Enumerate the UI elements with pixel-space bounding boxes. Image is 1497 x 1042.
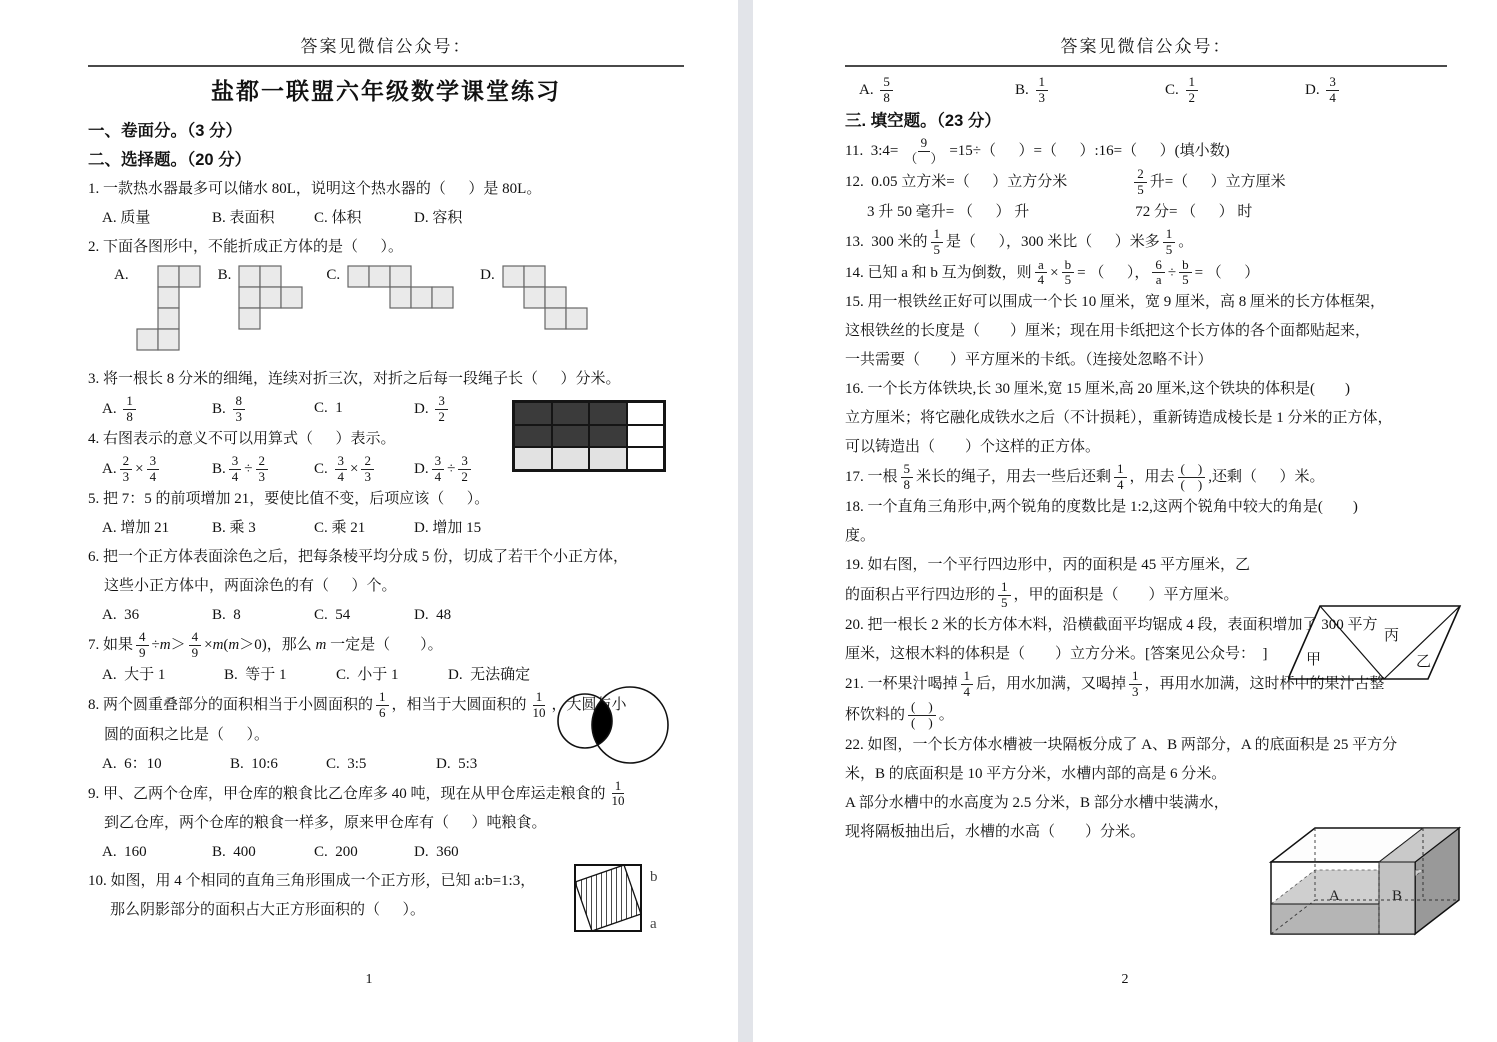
option-b xyxy=(212,838,314,867)
text-segment: 现将隔板抽出后，水槽的水高（ ）分米。 xyxy=(845,823,1146,840)
text-segment: 2. 下面各图形中，不能折成正方体的是（ ）。 xyxy=(88,239,404,255)
page-1 xyxy=(0,0,738,1042)
option-c xyxy=(314,204,414,233)
fraction: $\frac{1}{5}$ xyxy=(931,227,944,258)
text-segment: =15÷（ ）=（ ）:16=（ ）(填小数) xyxy=(949,142,1230,159)
page-number-1: 1 xyxy=(365,972,373,987)
option-a xyxy=(102,838,212,867)
text-segment: 3. 将一根长 8 分米的细绳，连续对折三次，对折之后每一段绳子长（ ）分米。 xyxy=(88,371,621,387)
fraction: $\frac{2}{3}$ xyxy=(256,454,269,485)
text-segment: ÷ xyxy=(447,460,456,477)
option-a xyxy=(102,454,212,485)
text-segment: 到乙仓库，两个仓库的粮食一样多，原来甲仓库有（ ）吨粮食。 xyxy=(104,815,547,832)
text-segment: D. 容积 xyxy=(414,210,463,226)
fraction: $\frac{3}{4}$ xyxy=(1326,75,1339,106)
text-segment: C. xyxy=(314,460,332,477)
text-segment: = （ ） xyxy=(1194,264,1260,281)
text-segment: B. xyxy=(212,400,230,417)
fraction: $\frac{6}{a}$ xyxy=(1152,258,1165,289)
text-segment: 22. 如图，一个长方体水槽被一块隔板分成了 A、B 两部分，A 的底面积是 25 平方分 xyxy=(845,736,1398,753)
grid-cell-dark xyxy=(552,402,590,425)
question-5 xyxy=(88,485,684,514)
text-segment: 米长的绳子，用去一些后还剩 xyxy=(916,469,1112,486)
text-segment: ，用去 xyxy=(1129,469,1175,486)
text-segment: 19. 如右图，一个平行四边形中，丙的面积是 45 平方厘米，乙 xyxy=(845,557,1251,574)
italic-variable: m xyxy=(315,636,327,653)
cube-net-figure-b xyxy=(218,265,305,330)
cube-net-figure-d xyxy=(480,265,588,330)
grid-cell-light xyxy=(514,447,552,470)
grid-cell-dark xyxy=(552,425,590,448)
text-segment: ，甲的面积是（ ）平方厘米。 xyxy=(1013,587,1239,604)
text-segment: × xyxy=(350,460,359,477)
text-segment: C. 体积 xyxy=(314,210,362,226)
question-15-line-2 xyxy=(845,317,1447,346)
page-header: 答案见微信公众号： xyxy=(1060,37,1232,56)
text-segment: 可以铸造出（ ）个这样的正方体。 xyxy=(845,439,1101,456)
text-segment: B. 400 xyxy=(212,844,256,861)
fraction: $\frac{1}{4}$ xyxy=(961,669,974,700)
text-segment: 72 分= （ ） 时 xyxy=(1135,203,1253,220)
option-a xyxy=(102,750,230,779)
question-19-parallelogram-figure xyxy=(1288,602,1468,695)
text-segment: 升=（ ）立方厘米 xyxy=(1149,173,1286,190)
text-segment: 米，B 的底面积是 10 平方分米，水槽内部的高是 6 分米。 xyxy=(845,765,1227,782)
page-2 xyxy=(753,0,1497,1042)
fraction: $\frac{3}{2}$ xyxy=(458,454,471,485)
text-segment: D. 360 xyxy=(414,844,459,861)
text-segment: A. 160 xyxy=(102,844,147,861)
text-segment: 7. 如果 xyxy=(88,636,134,653)
text-segment: 是（ ），300 米比（ ）米多 xyxy=(946,233,1160,250)
text-segment: 度。 xyxy=(845,528,876,545)
text-segment: C. 1 xyxy=(314,400,343,416)
text-segment: B. 10:6 xyxy=(230,755,278,772)
option-c xyxy=(314,454,414,485)
label-section-b: B xyxy=(1392,888,1403,904)
cube-net-figure-a xyxy=(114,265,202,351)
question-18-line-2 xyxy=(845,522,1447,551)
fraction: $\frac{2}{3}$ xyxy=(361,454,374,485)
text-segment: ÷ xyxy=(1167,264,1177,281)
fraction: $\frac{9}{( )}$ xyxy=(904,134,944,166)
fraction: $\frac{5}{8}$ xyxy=(901,462,914,493)
question-22-line-4 xyxy=(845,818,1265,847)
question-22-line-2 xyxy=(845,760,1265,789)
option-a xyxy=(102,601,212,630)
question-15-line-1 xyxy=(845,288,1447,317)
label-yi: 乙 xyxy=(1416,654,1432,670)
question-19-line-1 xyxy=(845,551,1285,580)
text-segment: D. xyxy=(414,460,429,477)
question-17 xyxy=(845,462,1447,493)
text-segment: = （ ）， xyxy=(1077,264,1150,281)
question-12-line-2 xyxy=(845,198,1447,227)
text-segment: A. xyxy=(859,81,878,98)
text-segment: 立方厘米；将它融化成铁水之后（不计损耗），重新铸造成棱长是 1 分米的正方体， xyxy=(845,410,1393,427)
question-4-grid-figure xyxy=(512,400,666,472)
text-segment: ÷ xyxy=(151,636,160,653)
grid-cell-white xyxy=(627,425,665,448)
text-segment: 一定是（ ）。 xyxy=(326,636,443,653)
text-segment: C. xyxy=(1165,81,1183,98)
text-segment: ＞ xyxy=(170,636,186,653)
text-segment: 这些小正方体中，两面涂色的有（ ）个。 xyxy=(104,577,397,594)
text-segment: 12. 0.05 立方米=（ ）立方分米 xyxy=(845,173,1068,190)
question-22-line-3 xyxy=(845,789,1265,818)
cube-net-a-drawing xyxy=(136,265,202,351)
page-gap xyxy=(738,0,753,1042)
option-b xyxy=(212,514,314,543)
option-b xyxy=(212,394,314,425)
option-b xyxy=(230,750,326,779)
option-d xyxy=(1305,75,1447,106)
net-label-d: D. xyxy=(480,267,495,283)
fraction: $\frac{3}{4}$ xyxy=(229,454,242,485)
question-18-line-1 xyxy=(845,493,1447,522)
text-segment: 6. 把一个正方体表面涂色之后，把每条棱平均分成 5 份，切成了若干个小正方体， xyxy=(88,548,629,565)
fraction: $\frac{1}{10}$ xyxy=(532,688,546,720)
net-label-b: B. xyxy=(217,267,232,283)
question-1 xyxy=(88,175,684,204)
text-segment: D. 5:3 xyxy=(436,755,478,772)
text-segment: A. 大于 1 xyxy=(102,666,166,683)
fraction: $\frac{1}{8}$ xyxy=(123,394,136,425)
text-segment: 厘米，这根木料的体积是（ ）立方分米。[答案见公众号： ] xyxy=(845,646,1268,663)
text-segment: A. 6：10 xyxy=(102,755,162,772)
question-10-options xyxy=(845,75,1447,106)
option-a xyxy=(102,661,224,690)
text-segment: C. 3:5 xyxy=(326,755,367,772)
option-a xyxy=(859,75,1015,106)
question-12-line-1 xyxy=(845,167,1447,198)
cube-net-figure-c xyxy=(326,265,454,309)
fraction: $\frac{2}{3}$ xyxy=(120,454,133,485)
option-d xyxy=(414,204,684,233)
text-segment: A. xyxy=(102,400,121,417)
text-segment: × xyxy=(135,460,144,477)
text-segment: B. 8 xyxy=(212,606,241,623)
text-segment: 14. 已知 a 和 b 互为倒数，则 xyxy=(845,264,1032,281)
option-d xyxy=(414,601,684,630)
question-6-line-2 xyxy=(88,572,684,601)
text-segment: C. 54 xyxy=(314,606,351,623)
option-a xyxy=(102,514,212,543)
text-segment: D. xyxy=(414,400,433,417)
text-segment: ÷ xyxy=(244,460,253,477)
text-segment: A 部分水槽中的水高度为 2.5 分米，B 部分水槽中装满水， xyxy=(845,794,1229,811)
fraction: $\frac{4}{9}$ xyxy=(136,630,149,661)
option-d xyxy=(414,514,684,543)
option-a xyxy=(102,204,212,233)
text-segment: 5. 把 7：5 的前项增加 21，要使比值不变，后项应该（ ）。 xyxy=(88,490,490,507)
page-number-2: 2 xyxy=(1121,972,1129,987)
text-segment: ，再用水加满，这时杯中的果汁占整 xyxy=(1144,676,1385,692)
question-11 xyxy=(845,136,1447,167)
label-a: a xyxy=(650,916,657,932)
text-segment: B. 表面积 xyxy=(212,210,275,226)
section-1-heading: 一、卷面分。（3 分） xyxy=(88,122,243,140)
net-label-c: C. xyxy=(326,267,341,283)
text-segment: ( xyxy=(223,636,229,653)
text-segment: 4. 右图表示的意义不可以用算式（ ）表示。 xyxy=(88,430,396,447)
grid-cell-light xyxy=(589,447,627,470)
text-segment: 。 xyxy=(1178,233,1194,250)
question-2-figures xyxy=(88,265,684,363)
section-3-heading: 三. 填空题。（23 分） xyxy=(845,111,1001,130)
question-1-options xyxy=(88,204,684,233)
label-b: b xyxy=(650,869,658,885)
option-a xyxy=(102,394,212,425)
text-segment: 9. 甲、乙两个仓库，甲仓库的粮食比乙仓库多 40 吨，现在从甲仓库运走粮食的 xyxy=(88,785,606,802)
text-segment: 这根铁丝的长度是（ ）厘米；现在用卡纸把这个长方体的各个面都贴起来， xyxy=(845,323,1371,340)
fraction: $\frac{3}{4}$ xyxy=(335,454,348,485)
text-segment: 18. 一个直角三角形中,两个锐角的度数比是 1:2,这两个锐角中较大的角是( ) xyxy=(845,499,1358,516)
fraction: $\frac{1}{10}$ xyxy=(611,777,625,809)
option-c xyxy=(314,601,414,630)
option-b xyxy=(224,661,336,690)
grid-cell-white xyxy=(627,447,665,470)
label-jia: 甲 xyxy=(1306,652,1322,668)
fraction: $\frac{1}{6}$ xyxy=(376,690,389,721)
fraction: $\frac{4}{9}$ xyxy=(189,630,202,661)
fraction: $\frac{1}{2}$ xyxy=(1186,75,1199,106)
text-segment: 20. 把一根长 2 米的长方体木料，沿横截面平均锯成 4 段，表面积增加了 300 平方 xyxy=(845,617,1378,634)
text-segment: C. 乘 21 xyxy=(314,519,366,536)
text-segment: D. 无法确定 xyxy=(448,666,531,683)
fraction: $\frac{1}{5}$ xyxy=(998,580,1011,611)
question-15-line-3 xyxy=(845,346,1447,375)
option-c xyxy=(314,394,414,425)
option-b xyxy=(212,601,314,630)
question-22-tank-figure xyxy=(1267,818,1467,951)
option-c xyxy=(1165,75,1305,106)
grid-cell-light xyxy=(552,447,590,470)
parallelogram-drawing xyxy=(1288,602,1468,684)
italic-variable: m xyxy=(212,636,224,653)
header-rule xyxy=(88,65,684,67)
text-segment: B. xyxy=(1015,81,1033,98)
text-segment: B. xyxy=(212,460,226,477)
question-16-line-1 xyxy=(845,375,1447,404)
cube-net-c-drawing xyxy=(347,265,454,309)
text-segment: C. 小于 1 xyxy=(336,666,399,683)
question-2 xyxy=(88,233,684,262)
question-21-line-2 xyxy=(845,700,1447,731)
text-segment: 3 升 50 毫升= （ ） 升 xyxy=(867,203,1030,220)
fraction: $\frac{1}{5}$ xyxy=(1163,227,1176,258)
exam-title: 盐都一联盟六年级数学课堂练习 xyxy=(211,78,561,104)
question-7 xyxy=(88,630,684,661)
grid-cell-dark xyxy=(514,402,552,425)
question-6-line-1 xyxy=(88,543,684,572)
fraction: $\frac{8}{3}$ xyxy=(233,394,246,425)
fraction: $\frac{( )}{( )}$ xyxy=(1178,462,1206,493)
label-bing: 丙 xyxy=(1384,628,1400,644)
text-segment: 8. 两个圆重叠部分的面积相当于小圆面积的 xyxy=(88,696,374,713)
fraction: $\frac{2}{5}$ xyxy=(1134,167,1147,198)
text-segment: 11. 3:4= xyxy=(845,142,899,159)
italic-variable: m xyxy=(228,636,240,653)
overlapping-circles-drawing xyxy=(551,680,674,766)
text-segment: 的面积占平行四边形的 xyxy=(845,587,996,604)
text-segment: A. xyxy=(102,460,117,477)
text-segment: A. 增加 21 xyxy=(102,519,170,536)
cube-net-d-drawing xyxy=(502,265,588,330)
question-22-line-1 xyxy=(845,731,1447,760)
fraction: $\frac{1}{4}$ xyxy=(1114,462,1127,493)
question-5-options xyxy=(88,514,684,543)
text-segment: 杯饮料的 xyxy=(845,706,906,723)
text-segment: × xyxy=(1050,264,1059,281)
text-segment: 那么阴影部分的面积占大正方形面积的（ ）。 xyxy=(110,902,426,919)
text-segment: 21. 一杯果汁喝掉 xyxy=(845,676,958,692)
text-segment: 13. 300 米的 xyxy=(845,233,928,250)
italic-variable: m xyxy=(159,636,171,653)
water-tank-drawing xyxy=(1267,818,1467,940)
question-3 xyxy=(88,365,684,394)
grid-cell-white xyxy=(627,402,665,425)
fraction: $\frac{( )}{( )}$ xyxy=(908,700,936,731)
text-segment: 15. 用一根铁丝正好可以围成一个长 10 厘米，宽 9 厘米，高 8 厘米的长方体框架， xyxy=(845,294,1386,311)
cube-net-b-drawing xyxy=(238,265,304,330)
question-19-line-2 xyxy=(845,580,1285,611)
inscribed-square-drawing xyxy=(574,864,668,936)
question-6-options xyxy=(88,601,684,630)
fraction: $\frac{3}{2}$ xyxy=(435,394,448,425)
option-b xyxy=(212,454,314,485)
question-13 xyxy=(845,227,1447,258)
question-14 xyxy=(845,258,1447,289)
fraction: $\frac{b}{5}$ xyxy=(1179,258,1192,289)
page-header: 答案见微信公众号： xyxy=(300,37,472,56)
text-segment: ,还剩（ ）米。 xyxy=(1208,469,1325,486)
text-segment: 圆的面积之比是（ ）。 xyxy=(104,726,270,743)
question-9-line-2 xyxy=(88,809,684,838)
net-label-a: A. xyxy=(114,267,129,283)
question-16-line-2 xyxy=(845,404,1447,433)
option-c xyxy=(314,514,414,543)
grid-cell-dark xyxy=(589,402,627,425)
text-segment: 后，用水加满，又喝掉 xyxy=(976,676,1127,692)
fraction: $\frac{3}{4}$ xyxy=(432,454,445,485)
text-segment: ，相当于大圆面积的 xyxy=(391,696,527,713)
fraction: $\frac{1}{3}$ xyxy=(1129,669,1142,700)
text-segment: 16. 一个长方体铁块,长 30 厘米,宽 15 厘米,高 20 厘米,这个铁块的体积是( ) xyxy=(845,381,1350,398)
question-9-line-1 xyxy=(88,779,684,810)
option-b xyxy=(212,204,314,233)
text-segment: 一共需要（ ）平方厘米的卡纸。（连接处忽略不计） xyxy=(845,352,1213,369)
question-10-square-figure xyxy=(574,864,668,947)
option-c xyxy=(336,661,448,690)
fraction: $\frac{5}{8}$ xyxy=(880,75,893,106)
grid-cell-dark xyxy=(589,425,627,448)
text-segment: A. 36 xyxy=(102,606,140,623)
text-segment: 1. 一款热水器最多可以储水 80L，说明这个热水器的（ ）是 80L。 xyxy=(88,181,542,197)
label-section-a: A xyxy=(1329,888,1340,904)
text-segment: 17. 一根 xyxy=(845,469,898,486)
option-b xyxy=(1015,75,1165,106)
fraction: $\frac{a}{4}$ xyxy=(1035,258,1048,289)
fraction: $\frac{1}{3}$ xyxy=(1036,75,1049,106)
text-segment: D. xyxy=(1305,81,1324,98)
text-segment: 。 xyxy=(938,706,954,723)
question-16-line-3 xyxy=(845,433,1447,462)
option-c xyxy=(326,750,436,779)
section-2-heading: 二、选择题。（20 分） xyxy=(88,151,252,169)
option-c xyxy=(314,838,414,867)
text-segment: × xyxy=(204,636,213,653)
text-segment: C. 200 xyxy=(314,844,358,861)
text-segment: ，大圆与小 xyxy=(551,696,627,713)
text-segment: 10. 如图，用 4 个相同的直角三角形围成一个正方形，已知 a:b=1:3， xyxy=(88,873,536,890)
grid-cell-dark xyxy=(514,425,552,448)
text-segment: D. 增加 15 xyxy=(414,519,482,536)
text-segment: B. 等于 1 xyxy=(224,666,287,683)
fraction: $\frac{b}{5}$ xyxy=(1062,258,1075,289)
header-rule xyxy=(845,65,1447,67)
question-8-circles-figure xyxy=(551,680,674,777)
text-segment: D. 48 xyxy=(414,606,452,623)
fraction: $\frac{3}{4}$ xyxy=(147,454,160,485)
text-segment: A. 质量 xyxy=(102,210,151,226)
text-segment: ＞0)，那么 xyxy=(239,636,316,653)
text-segment: B. 乘 3 xyxy=(212,519,256,536)
